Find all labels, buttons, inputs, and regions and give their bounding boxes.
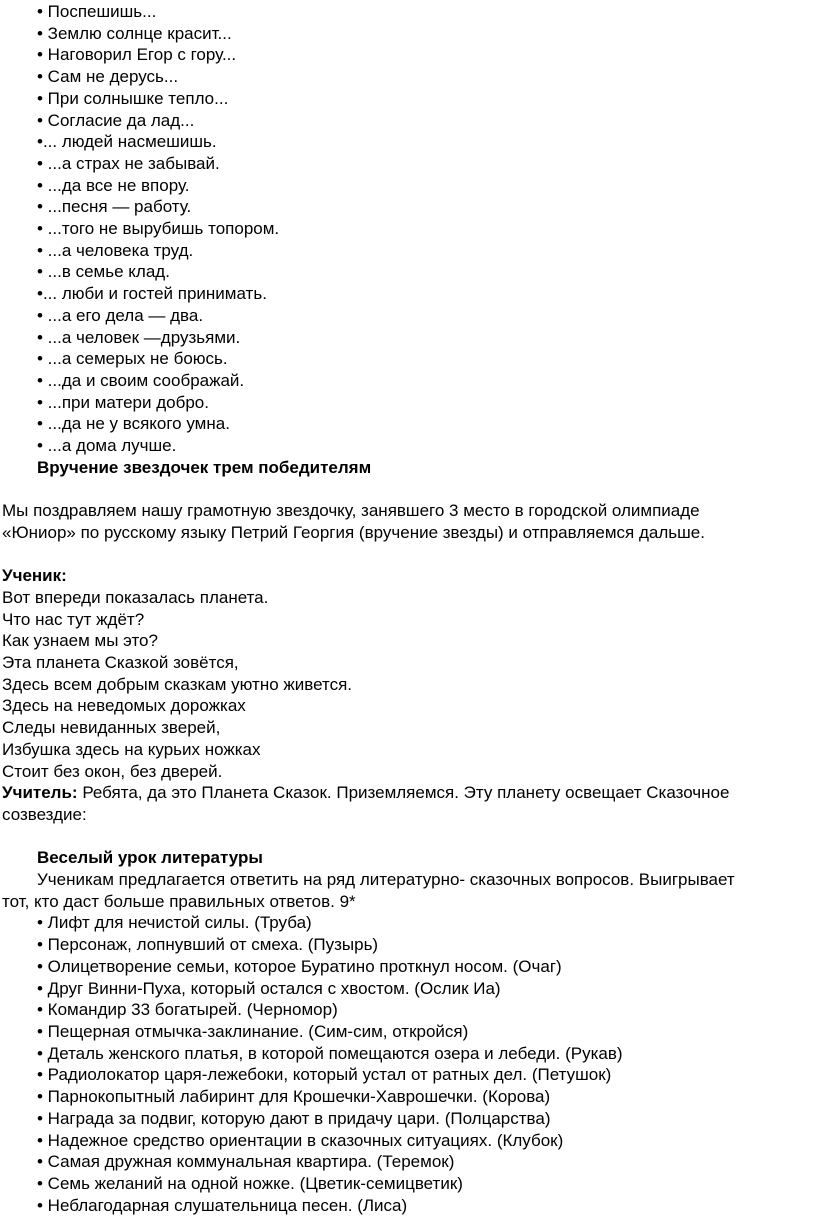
question-item: • Олицетворение семьи, которое Буратино проткнул носом. (Очаг): [37, 956, 562, 976]
teacher-text-line: созвездие:: [2, 804, 87, 824]
question-item: • Друг Винни-Пуха, который остался с хвостом. (Ослик Иа): [37, 978, 501, 998]
poem-line: Здесь на неведомых дорожках: [2, 696, 246, 716]
question-item: • Персонаж, лопнувший от смеха. (Пузырь): [37, 935, 379, 955]
proverb-item: • Согласие да лад...: [37, 110, 195, 130]
proverb-item: • При солнышке тепло...: [37, 88, 229, 108]
teacher-label: Учитель:: [2, 783, 78, 803]
teacher-speech: [0, 782, 816, 804]
spacer: [0, 478, 816, 500]
proverb-item: •... люби и гостей принимать.: [37, 284, 267, 304]
poem-line: Эта планета Сказкой зовётся,: [2, 653, 239, 673]
lesson-intro-line: тот, кто даст больше правильных ответов. 9*: [2, 891, 356, 911]
lesson-heading: Веселый урок литературы: [37, 848, 263, 868]
question-item: • Радиолокатор царя-лежебоки, который устал от ратных дел. (Петушок): [37, 1065, 612, 1085]
lesson-intro-line: Ученикам предлагается ответить на ряд литературно- сказочных вопросов. Выигрывает: [37, 870, 735, 890]
question-item: • Награда за подвиг, которую дают в придачу цари. (Полцарства): [37, 1108, 551, 1128]
proverb-item: • ...при матери добро.: [37, 392, 209, 412]
question-item: • Командир 33 богатырей. (Черномор): [37, 1000, 338, 1020]
proverb-item: • ...а человек —друзьями.: [37, 327, 241, 347]
proverb-item: • ...а семерых не боюсь.: [37, 349, 228, 369]
proverb-item: • ...песня — работу.: [37, 197, 192, 217]
proverb-item: • ...да и своим соображай.: [37, 370, 245, 390]
question-item: • Лифт для нечистой силы. (Труба): [37, 913, 312, 933]
proverb-item: • ...того не вырубишь топором.: [37, 219, 280, 239]
poem-line: Следы невиданных зверей,: [2, 718, 221, 738]
proverb-item: • Наговорил Егор с гору...: [37, 45, 237, 65]
spacer: [0, 544, 816, 566]
proverb-item: • ...в семье клад.: [37, 262, 170, 282]
poem-line: Избушка здесь на курьих ножках: [2, 739, 261, 759]
proverb-item: • Поспешишь...: [37, 2, 157, 21]
question-item: • Неблагодарная слушательница песен. (Лиса): [37, 1195, 408, 1215]
proverb-item: • Сам не дерусь...: [37, 67, 179, 87]
question-list: [0, 912, 816, 1216]
proverb-item: • ...да не у всякого умна.: [37, 414, 230, 434]
question-item: • Пещерная отмычка-заклинание. (Сим-сим, откройся): [37, 1022, 469, 1041]
poem-line: Вот впереди показалась планета.: [2, 587, 269, 607]
proverb-item: • ...а дома лучше.: [37, 436, 177, 456]
question-item: • Надежное средство ориентации в сказочных ситуациях. (Клубок): [37, 1130, 564, 1150]
spacer: [0, 826, 816, 848]
poem-line: Здесь всем добрым сказкам уютно живется.: [2, 674, 353, 694]
teacher-text: Ребята, да это Планета Сказок. Приземляемся. Эту планету освещает Сказочное: [77, 783, 730, 803]
proverb-item: • ...а человека труд.: [37, 240, 194, 260]
question-item: • Самая дружная коммунальная квартира. (Теремок): [37, 1152, 455, 1172]
proverb-list: [0, 1, 816, 457]
student-label: Ученик:: [2, 566, 67, 586]
proverb-item: •... людей насмешишь.: [37, 132, 217, 152]
award-heading: Вручение звездочек трем победителям: [37, 457, 372, 477]
question-item: • Парнокопытный лабиринт для Крошечки-Хаврошечки. (Корова): [37, 1087, 551, 1107]
proverb-item: • ...да все не впору.: [37, 175, 190, 195]
award-text-line: «Юниор» по русскому языку Петрий Георгия (вручение звезды) и отправляемся дальше.: [2, 522, 705, 542]
poem-line: Как узнаем мы это?: [2, 631, 158, 651]
poem-line: Стоит без окон, без дверей.: [2, 761, 223, 781]
proverb-item: • Землю солнце красит...: [37, 23, 232, 43]
poem: [0, 587, 816, 782]
question-item: • Деталь женского платья, в которой помещаются озера и лебеди. (Рукав): [37, 1043, 623, 1063]
question-item: • Семь желаний на одной ножке. (Цветик-семицветик): [37, 1173, 463, 1193]
award-text-line: Мы поздравляем нашу грамотную звездочку, занявшего 3 место в городской олимпиаде: [2, 501, 700, 521]
proverb-item: • ...а его дела — два.: [37, 305, 204, 325]
proverb-item: • ...а страх не забывай.: [37, 153, 220, 173]
poem-line: Что нас тут ждёт?: [2, 609, 145, 629]
